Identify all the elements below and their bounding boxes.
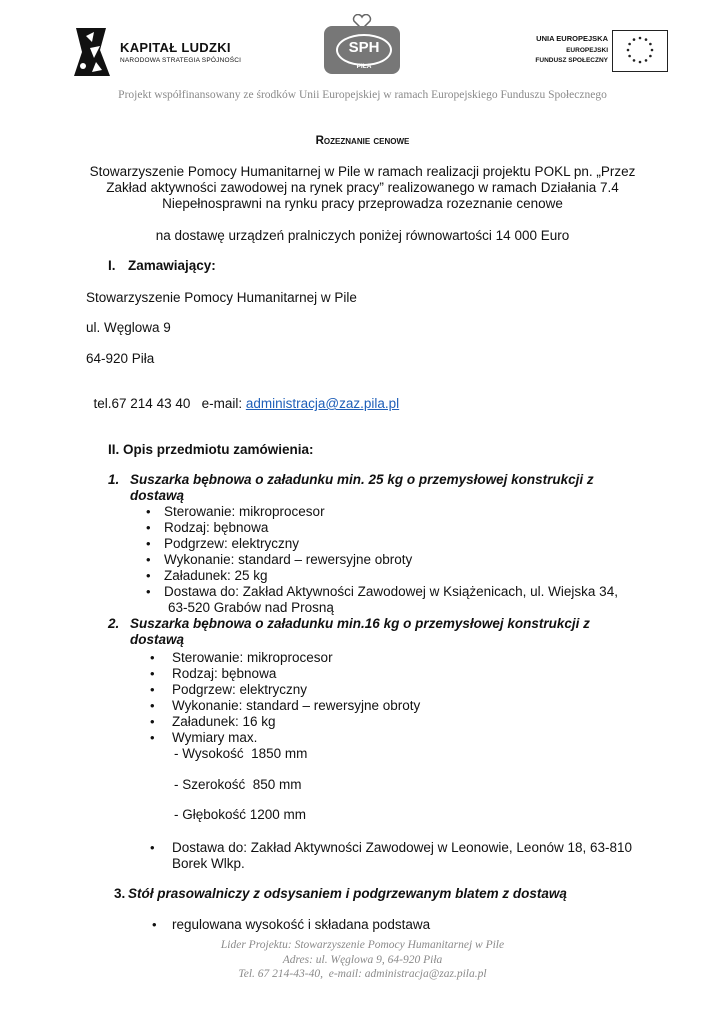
section-1-number: I.: [108, 258, 116, 273]
bullet-icon: •: [150, 698, 155, 713]
item-2-delivery-cont: Borek Wlkp.: [172, 856, 245, 871]
item-2-spec: Wykonanie: standard – rewersyjne obroty: [172, 698, 421, 713]
bullet-icon: •: [146, 552, 151, 567]
bullet-icon: •: [146, 584, 151, 599]
item-3-spec: regulowana wysokość i składana podstawa: [172, 917, 431, 932]
section-1-title: Zamawiający:: [128, 258, 216, 273]
doc-title: Rozeznanie cenowe: [315, 135, 410, 147]
ue-line1: UNIA EUROPEJSKA: [536, 34, 608, 43]
sph-city: PIŁA: [356, 63, 372, 70]
bullet-icon: •: [146, 520, 151, 535]
bullet-icon: •: [146, 568, 151, 583]
intro-line-3: Niepełnosprawni na rynku pracy przeprowadza rozeznanie cenowe: [162, 196, 563, 211]
bullet-icon: •: [150, 682, 155, 697]
bullet-icon: •: [146, 504, 151, 519]
bullet-icon: •: [150, 730, 155, 745]
ue-line2: EUROPEJSKI: [566, 47, 608, 54]
bullet-icon: •: [152, 917, 157, 932]
org-contact: [86, 381, 399, 411]
item-2-spec: Rodzaj: bębnowa: [172, 666, 277, 681]
footer-line-2: Adres: ul. Węglowa 9, 64-920 Piła: [282, 954, 443, 966]
item-1-title-cont: dostawą: [130, 488, 185, 503]
ue-line3: FUNDUSZ SPOŁECZNY: [535, 57, 608, 64]
bullet-icon: •: [150, 714, 155, 729]
cofinance-note: Projekt współfinansowany ze środków Unii Europejskiej w ramach Europejskiego Funduszu Społecznego: [118, 89, 607, 101]
item-2-spec: Wymiary max.: [172, 730, 258, 745]
item-1-spec: Wykonanie: standard – rewersyjne obroty: [164, 552, 413, 567]
kl-subtitle: NARODOWA STRATEGIA SPÓJNOŚCI: [120, 57, 242, 64]
sph-logo: [322, 14, 404, 76]
bullet-icon: •: [146, 536, 151, 551]
item-2-spec: Załadunek: 16 kg: [172, 714, 276, 729]
item-2-title: Suszarka bębnowa o załadunku min.16 kg o przemysłowej konstrukcji z: [130, 616, 590, 631]
dimension-depth: - Głębokość 1200 mm: [174, 807, 307, 822]
item-1-spec: Dostawa do: Zakład Aktywności Zawodowej w Książenicach, ul. Wiejska 34,: [164, 584, 618, 599]
footer-line-3: Tel. 67 214-43-40, e-mail: administracja@zaz.pila.pl: [238, 968, 487, 980]
section-2-title: II. Opis przedmiotu zamówienia:: [108, 442, 314, 457]
item-1-spec: Sterowanie: mikroprocesor: [164, 504, 325, 519]
sph-abbr: SPH: [348, 39, 380, 56]
eu-flag-icon: [612, 30, 668, 72]
item-2-delivery: Dostawa do: Zakład Aktywności Zawodowej w Leonowie, Leonów 18, 63-810: [172, 840, 633, 855]
item-1-spec: Załadunek: 25 kg: [164, 568, 268, 583]
intro-line-1: Stowarzyszenie Pomocy Humanitarnej w Pile w ramach realizacji projektu POKL pn. „Przez: [89, 164, 636, 179]
item-1-spec: Podgrzew: elektryczny: [164, 536, 300, 551]
item-2-spec: Podgrzew: elektryczny: [172, 682, 308, 697]
item-1-spec: Rodzaj: bębnowa: [164, 520, 269, 535]
kapital-ludzki-emblem-icon: [72, 26, 112, 78]
dimension-height: - Wysokość 1850 mm: [174, 746, 308, 761]
org-name: Stowarzyszenie Pomocy Humanitarnej w Pile: [86, 290, 357, 305]
item-2-title-cont: dostawą: [130, 632, 185, 647]
item-1-delivery-cont: 63-520 Grabów nad Prosną: [168, 600, 334, 615]
email-link[interactable]: administracja@zaz.pila.pl: [245, 396, 400, 411]
efs-logo: [510, 32, 670, 74]
item-1-number: 1.: [108, 472, 120, 487]
org-phone: tel.67 214 43 40 e-mail:: [93, 396, 246, 411]
item-1-title: Suszarka bębnowa o załadunku min. 25 kg o przemysłowej konstrukcji z: [130, 472, 594, 487]
bullet-icon: •: [150, 650, 155, 665]
item-2-number: 2.: [108, 616, 120, 631]
kapital-ludzki-logo: [72, 26, 242, 78]
item-3-number: 3.: [114, 886, 126, 901]
bullet-icon: •: [150, 666, 155, 681]
kl-title: KAPITAŁ LUDZKI: [120, 40, 231, 55]
org-city: 64-920 Piła: [86, 351, 155, 366]
item-3-title: Stół prasowalniczy z odsysaniem i podgrzewanym blatem z dostawą: [128, 886, 567, 901]
dimension-width: - Szerokość 850 mm: [174, 777, 302, 792]
item-2-spec: Sterowanie: mikroprocesor: [172, 650, 333, 665]
bullet-icon: •: [150, 840, 155, 855]
intro-line-4: na dostawę urządzeń pralniczych poniżej równowartości 14 000 Euro: [155, 228, 570, 243]
intro-line-2: Zakład aktywności zawodowej na rynek pracy” realizowanego w ramach Działania 7.4: [106, 180, 619, 195]
org-street: ul. Węglowa 9: [86, 320, 171, 335]
footer-line-1: Lider Projektu: Stowarzyszenie Pomocy Humanitarnej w Pile: [220, 939, 505, 951]
